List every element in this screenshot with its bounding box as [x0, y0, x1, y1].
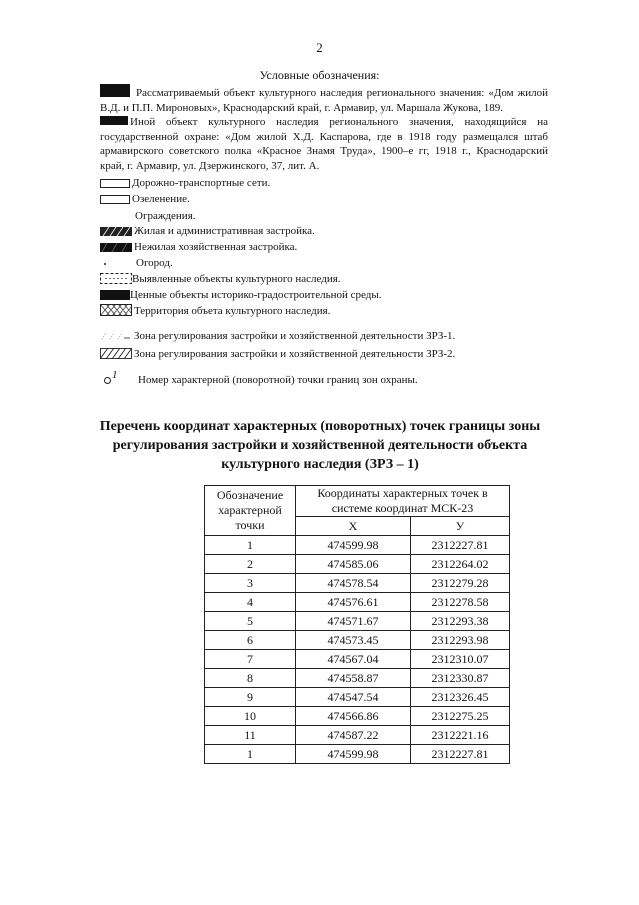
coordinates-table-body	[205, 536, 510, 764]
x-coordinate-cell: 474547.54	[296, 688, 411, 707]
table-row	[205, 650, 510, 669]
legend-item-other-object: Иной объект культурного наследия регионального значения, находящийся на государственной охране: «Дом жилой Х.Д. Каспарова, где в 1918 году размещался штаб армавирского советского полка «Красное Знамя Труда», 1900–е гг, 1918 г., Краснодарский край, г. Армавир, ул. Дзержинского, 37, лит. А.	[100, 116, 548, 172]
x-coordinate-cell: 474585.06	[296, 555, 411, 574]
table-row	[205, 631, 510, 650]
page-number: 2	[316, 40, 323, 55]
y-coordinate-cell: 2312227.81	[411, 745, 510, 764]
legend-item-greenery: Озеленение.	[100, 192, 548, 207]
y-column-header: У	[411, 517, 510, 536]
legend-item-territory: Территория объета культурного наследия.	[100, 304, 548, 319]
black-block-icon	[100, 290, 130, 300]
coordinates-column-header: Координаты характерных точек в системе координат МСК-23	[296, 486, 510, 517]
y-coordinate-cell: 2312264.02	[411, 555, 510, 574]
x-coordinate-cell: 474599.98	[296, 745, 411, 764]
crosshatch-rectangle-icon	[100, 304, 132, 316]
table-row	[205, 726, 510, 745]
legend-item-point: 1 Номер характерной (поворотной) точки границ зон охраны.	[100, 373, 548, 388]
legend-item-zone1: Зона регулирования застройки и хозяйственной деятельности ЗРЗ-1.	[100, 329, 548, 344]
x-coordinate-cell: 474599.98	[296, 536, 411, 555]
x-coordinate-cell: 474558.87	[296, 669, 411, 688]
y-coordinate-cell: 2312330.87	[411, 669, 510, 688]
y-coordinate-cell: 2312221.16	[411, 726, 510, 745]
y-coordinate-cell: 2312310.07	[411, 650, 510, 669]
x-coordinate-cell: 474573.45	[296, 631, 411, 650]
coordinates-table	[204, 485, 510, 764]
legend-item-garden: Огород.	[100, 256, 548, 271]
legend-item-subject-object: Рассматриваемый объект культурного наследия регионального значения: «Дом жилой В.Д. и П.П. Мироновых», Краснодарский край, г. Армавир, ул. Маршала Жукова, 189.	[100, 84, 548, 115]
point-number-cell: 4	[205, 593, 296, 612]
dark-hatched-block-icon	[100, 243, 132, 252]
legend-item-non-residential: Нежилая хозяйственная застройка.	[100, 240, 548, 255]
empty-rectangle-icon	[100, 179, 130, 188]
table-row	[205, 555, 510, 574]
table-heading: Перечень координат характерных (поворотных) точек границы зоны регулирования застройки и хозяйственной деятельности объекта культурного наследия (ЗРЗ – 1)	[99, 419, 541, 472]
hatched-block-icon	[100, 227, 132, 236]
dotted-zone-line-icon	[100, 329, 132, 341]
hatched-zone-icon	[100, 348, 132, 359]
x-coordinate-cell: 474566.86	[296, 707, 411, 726]
point-number-cell: 7	[205, 650, 296, 669]
point-number-cell: 1	[205, 536, 296, 555]
table-row	[205, 745, 510, 764]
table-row	[205, 574, 510, 593]
point-number-cell: 2	[205, 555, 296, 574]
x-coordinate-cell: 474578.54	[296, 574, 411, 593]
table-row	[205, 688, 510, 707]
x-column-header: X	[296, 517, 411, 536]
point-number-cell: 9	[205, 688, 296, 707]
point-number-cell: 5	[205, 612, 296, 631]
table-row	[205, 536, 510, 555]
y-coordinate-cell: 2312279.28	[411, 574, 510, 593]
y-coordinate-cell: 2312293.38	[411, 612, 510, 631]
legend-item-identified: Выявленные объекты культурного наследия.	[100, 272, 548, 287]
legend-item-fences: Ограждения.	[135, 209, 196, 222]
table-row	[205, 593, 510, 612]
solid-black-block-icon	[100, 84, 130, 97]
point-number-cell: 1	[205, 745, 296, 764]
empty-rectangle-icon	[100, 195, 130, 204]
point-column-header: Обозначение характерной точки	[205, 486, 296, 536]
legend-item-roads: Дорожно-транспортные сети.	[100, 176, 548, 191]
point-symbol-icon: 1	[100, 373, 138, 388]
legend-item-valuable: Ценные объекты историко-градостроительной среды.	[100, 288, 548, 303]
y-coordinate-cell: 2312326.45	[411, 688, 510, 707]
point-number-cell: 8	[205, 669, 296, 688]
point-number-cell: 11	[205, 726, 296, 745]
point-number-cell: 10	[205, 707, 296, 726]
y-coordinate-cell: 2312293.98	[411, 631, 510, 650]
table-row	[205, 707, 510, 726]
point-number-cell: 3	[205, 574, 296, 593]
y-coordinate-cell: 2312278.58	[411, 593, 510, 612]
x-coordinate-cell: 474567.04	[296, 650, 411, 669]
legend-item-zone2: Зона регулирования застройки и хозяйственной деятельности ЗРЗ-2.	[100, 347, 548, 362]
x-coordinate-cell: 474576.61	[296, 593, 411, 612]
x-coordinate-cell: 474571.67	[296, 612, 411, 631]
dashed-rectangle-icon	[100, 273, 132, 284]
table-row	[205, 612, 510, 631]
point-number-cell: 6	[205, 631, 296, 650]
legend-title: Условные обозначения:	[259, 68, 380, 82]
y-coordinate-cell: 2312275.25	[411, 707, 510, 726]
y-coordinate-cell: 2312227.81	[411, 536, 510, 555]
table-row	[205, 669, 510, 688]
x-coordinate-cell: 474587.22	[296, 726, 411, 745]
black-block-icon	[100, 116, 128, 125]
dot-icon	[104, 263, 106, 265]
legend-item-residential: Жилая и административная застройка.	[100, 224, 548, 239]
legend	[100, 84, 548, 388]
